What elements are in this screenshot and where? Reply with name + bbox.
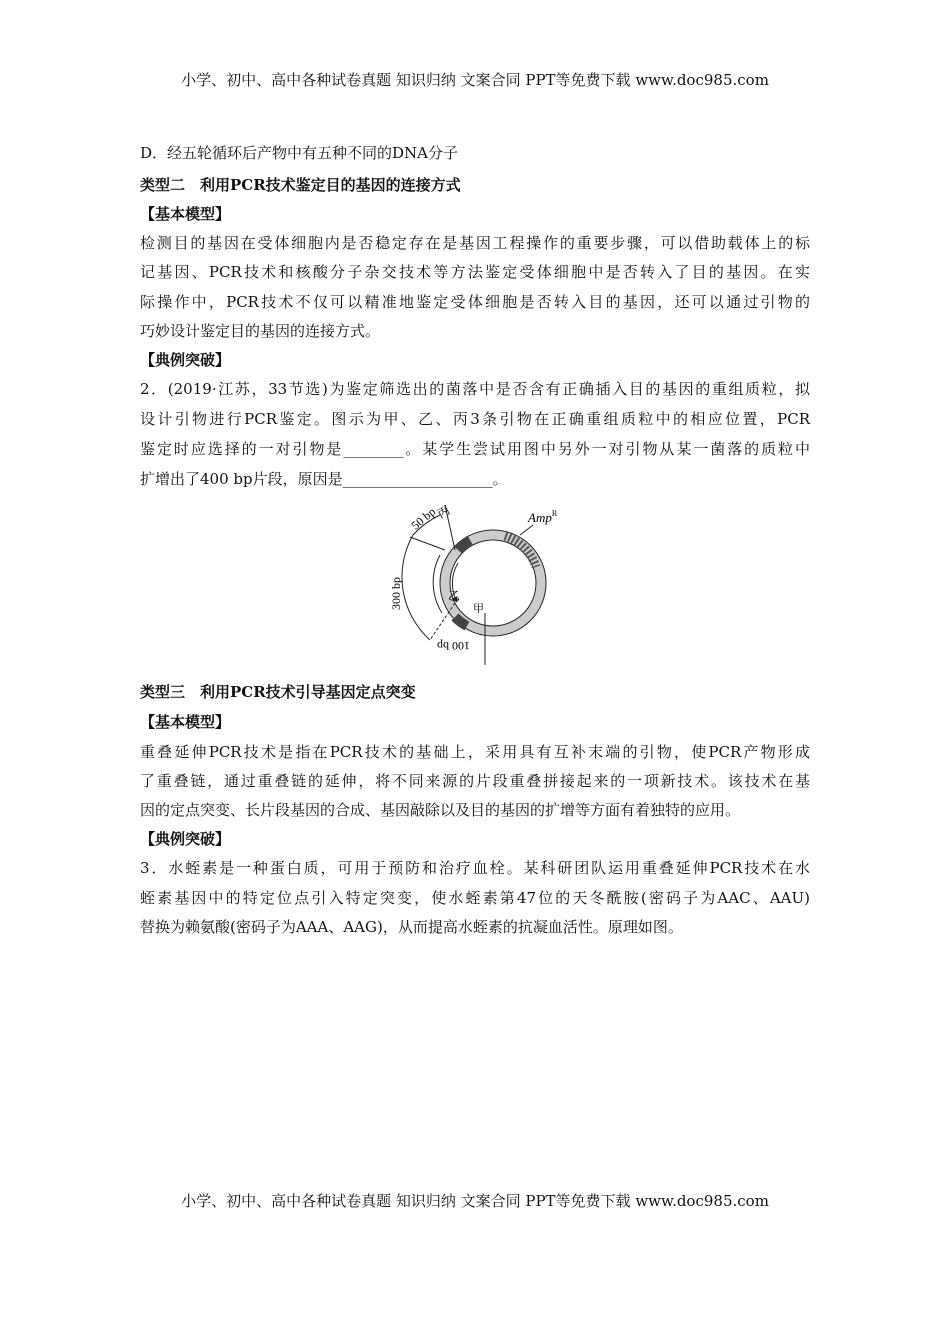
question-line: 3．水蛭素是一种蛋白质，可用于预防和治疗血栓。某科研团队运用重叠延伸PCR技术在水: [140, 859, 810, 877]
question-line: 设计引物进行PCR鉴定。图示为甲、乙、丙3条引物在正确重组质粒中的相应位置，PCR: [140, 410, 810, 428]
section-title-type2: 类型二 利用PCR技术鉴定目的基因的连接方式: [140, 176, 461, 194]
section-title-type3: 类型三 利用PCR技术引导基因定点突变: [140, 683, 416, 701]
paragraph-line: 际操作中，PCR技术不仅可以精准地鉴定受体细胞是否转入目的基因，还可以通过引物的: [140, 293, 810, 311]
paragraph-line: 检测目的基因在受体细胞内是否稳定存在是基因工程操作的重要步骤，可以借助载体上的标: [140, 234, 810, 252]
question-line: 扩增出了400 bp片段，原因是____________________。: [140, 470, 508, 488]
label-50bp: 50 bp: [408, 504, 439, 533]
primer-yi: 乙: [448, 589, 461, 603]
paragraph-line: 了重叠链，通过重叠链的延伸，将不同来源的片段重叠拼接起来的一项新技术。该技术在基: [140, 772, 810, 790]
paragraph-line: 因的定点突变、长片段基因的合成、基因敲除以及目的基因的扩增等方面有着独特的应用。: [140, 801, 741, 819]
question-line: 鉴定时应选择的一对引物是________。某学生尝试用图中另外一对引物从某一菌落的质粒中: [140, 440, 810, 458]
label-300bp: 300 bp: [389, 577, 403, 610]
question-line: 2．(2019·江苏，33节选)为鉴定筛选出的菌落中是否含有正确插入目的基因的重组质粒，拟: [140, 380, 810, 398]
basic-model-label: 【基本模型】: [140, 205, 231, 223]
option-d: D．经五轮循环后产物中有五种不同的DNA分子: [140, 144, 459, 162]
paragraph-line: 记基因、PCR技术和核酸分子杂交技术等方法鉴定受体细胞中是否转入了目的基因。在实: [140, 263, 810, 281]
primer-jia: 甲: [473, 602, 484, 615]
paragraph-line: 巧妙设计鉴定目的基因的连接方式。: [140, 322, 381, 340]
label-100bp: 100 bp: [437, 639, 470, 653]
example-label: 【典例突破】: [140, 351, 231, 369]
basic-model-label: 【基本模型】: [140, 713, 231, 731]
question-line: 替换为赖氨酸(密码子为AAA、AAG)，从而提高水蛭素的抗凝血活性。原理如图。: [140, 918, 683, 936]
page-footer: 小学、初中、高中各种试卷真题 知识归纳 文案合同 PPT等免费下载 www.doc985.com: [181, 1192, 769, 1210]
example-label: 【典例突破】: [140, 830, 231, 848]
primer-bing: 丙: [435, 502, 453, 522]
amp-label: Amp$^R$: [528, 509, 558, 525]
gene-block-top: [458, 540, 470, 550]
paragraph-line: 重叠延伸PCR技术是指在PCR技术的基础上，采用具有互补末端的引物，使PCR产物形成: [140, 743, 810, 761]
plasmid-diagram: [370, 495, 570, 670]
question-line: 蛭素基因中的特定位点引入特定突变，使水蛭素第47位的天冬酰胺(密码子为AAC、AAU): [140, 889, 810, 907]
page-header: 小学、初中、高中各种试卷真题 知识归纳 文案合同 PPT等免费下载 www.doc985.com: [181, 71, 769, 89]
